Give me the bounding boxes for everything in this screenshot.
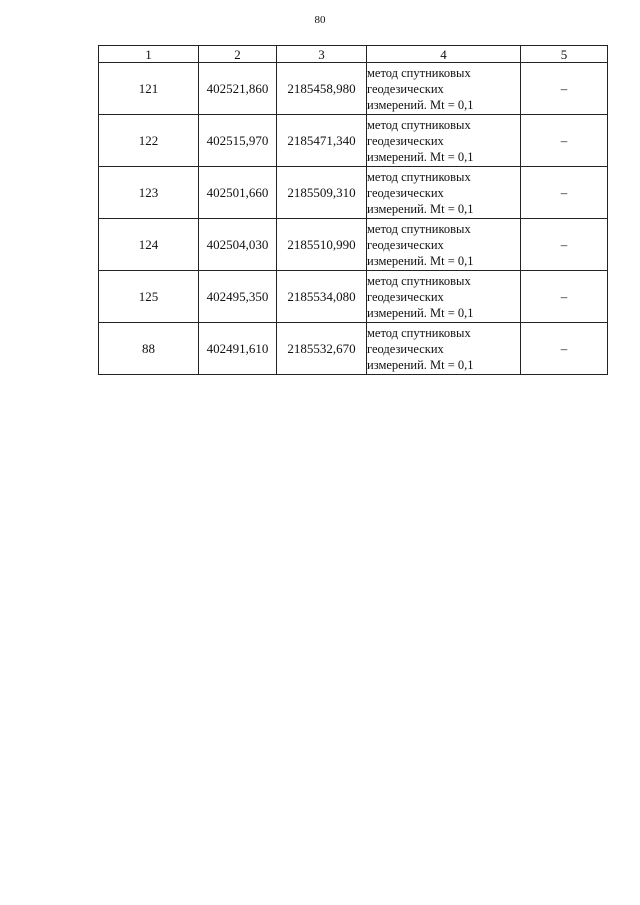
point-number-cell: 125	[99, 271, 199, 323]
table-row	[99, 115, 608, 167]
note-cell: –	[521, 167, 608, 219]
note-cell: –	[521, 115, 608, 167]
y-coordinate-cell: 2185532,670	[277, 323, 367, 375]
method-line: геодезических	[367, 133, 444, 148]
method-line: метод спутниковых	[367, 65, 471, 80]
method-line: измерений. Mt = 0,1	[367, 149, 474, 164]
method-line: метод спутниковых	[367, 221, 471, 236]
method-line: измерений. Mt = 0,1	[367, 253, 474, 268]
column-header-5: 5	[521, 46, 608, 63]
method-line: геодезических	[367, 81, 444, 96]
method-cell	[367, 219, 521, 271]
method-line: измерений. Mt = 0,1	[367, 201, 474, 216]
y-coordinate-cell: 2185509,310	[277, 167, 367, 219]
table-row	[99, 167, 608, 219]
table-row	[99, 219, 608, 271]
column-header-2: 2	[199, 46, 277, 63]
method-cell	[367, 63, 521, 115]
y-coordinate-cell: 2185458,980	[277, 63, 367, 115]
method-cell	[367, 115, 521, 167]
column-header-4: 4	[367, 46, 521, 63]
x-coordinate-cell: 402491,610	[199, 323, 277, 375]
point-number-cell: 122	[99, 115, 199, 167]
table-row	[99, 323, 608, 375]
y-coordinate-cell: 2185471,340	[277, 115, 367, 167]
x-coordinate-cell: 402515,970	[199, 115, 277, 167]
method-line: геодезических	[367, 341, 444, 356]
table-header-row	[99, 46, 608, 63]
coordinates-table	[98, 45, 608, 375]
column-header-1: 1	[99, 46, 199, 63]
method-line: измерений. Mt = 0,1	[367, 357, 474, 372]
method-line: метод спутниковых	[367, 273, 471, 288]
method-line: геодезических	[367, 185, 444, 200]
method-line: метод спутниковых	[367, 117, 471, 132]
method-line: геодезических	[367, 289, 444, 304]
y-coordinate-cell: 2185534,080	[277, 271, 367, 323]
x-coordinate-cell: 402501,660	[199, 167, 277, 219]
x-coordinate-cell: 402495,350	[199, 271, 277, 323]
method-line: геодезических	[367, 237, 444, 252]
method-line: метод спутниковых	[367, 325, 471, 340]
method-line: измерений. Mt = 0,1	[367, 97, 474, 112]
table-row	[99, 63, 608, 115]
note-cell: –	[521, 219, 608, 271]
point-number-cell: 124	[99, 219, 199, 271]
method-cell	[367, 323, 521, 375]
point-number-cell: 88	[99, 323, 199, 375]
column-header-3: 3	[277, 46, 367, 63]
y-coordinate-cell: 2185510,990	[277, 219, 367, 271]
method-cell	[367, 167, 521, 219]
method-line: измерений. Mt = 0,1	[367, 305, 474, 320]
note-cell: –	[521, 63, 608, 115]
point-number-cell: 121	[99, 63, 199, 115]
x-coordinate-cell: 402504,030	[199, 219, 277, 271]
point-number-cell: 123	[99, 167, 199, 219]
page-number: 80	[314, 14, 326, 26]
note-cell: –	[521, 323, 608, 375]
method-line: метод спутниковых	[367, 169, 471, 184]
table-row	[99, 271, 608, 323]
method-cell	[367, 271, 521, 323]
x-coordinate-cell: 402521,860	[199, 63, 277, 115]
note-cell: –	[521, 271, 608, 323]
